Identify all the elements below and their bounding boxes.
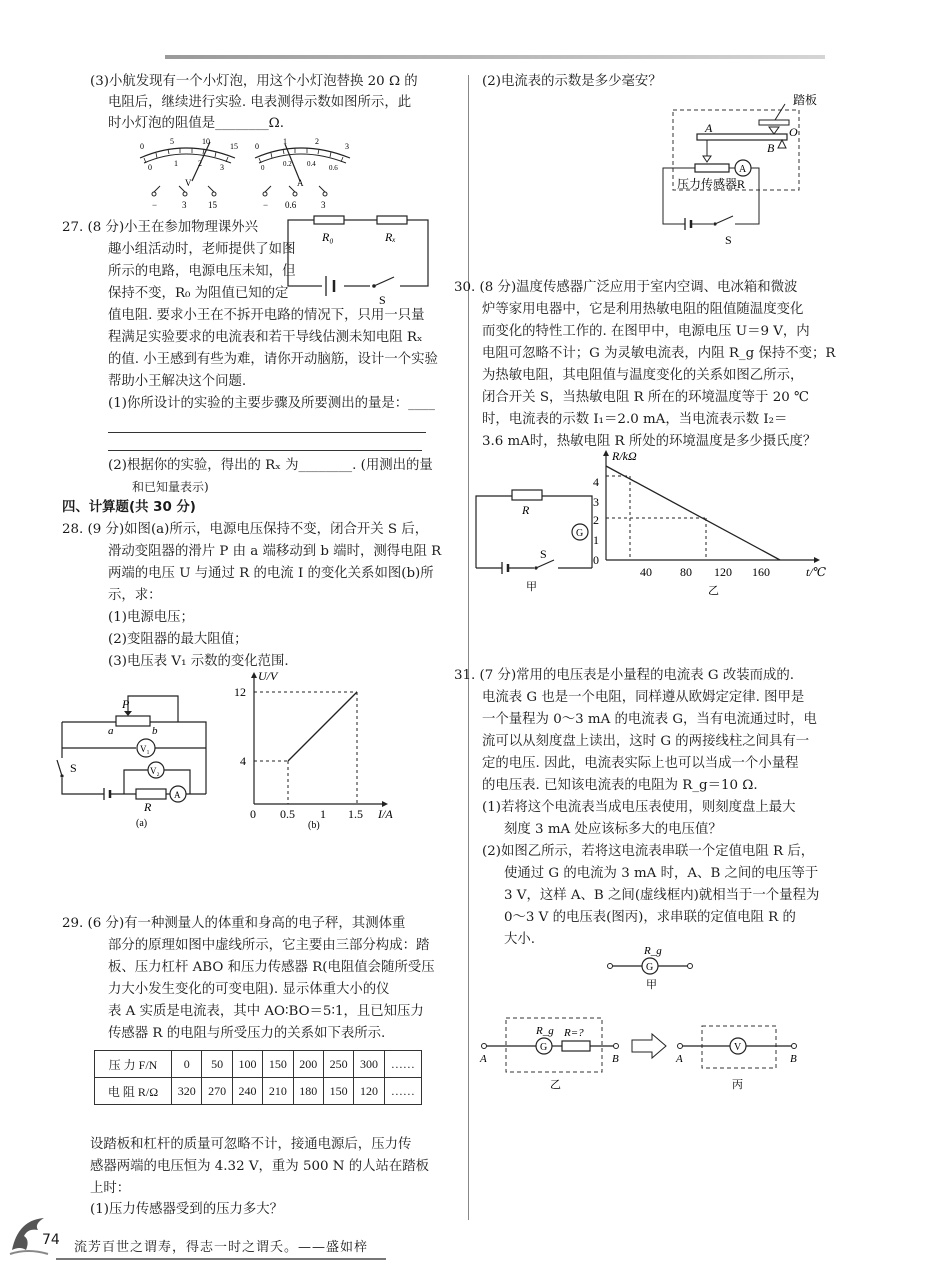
- q30-ytick-2: 2: [593, 513, 599, 527]
- a-label: A: [297, 178, 304, 188]
- q28-xlabel: I/A: [378, 807, 393, 821]
- q31-part2c: 3 V，这样 A、B 之间(虚线框内)就相当于一个量程为: [504, 888, 820, 903]
- table-cell: 240: [232, 1078, 262, 1105]
- a-top-3: 3: [345, 142, 349, 151]
- table-cell: 180: [293, 1078, 323, 1105]
- q30-xtick-120: 120: [714, 565, 732, 579]
- q27-line5: 值电阻. 要求小王在不拆开电路的情况下，只用一只量: [108, 308, 425, 323]
- v-term-3: 3: [182, 200, 187, 210]
- q27-rx: Rₓ: [385, 230, 396, 244]
- q28-caption-a: (a): [136, 818, 148, 829]
- table-cell: 210: [263, 1078, 293, 1105]
- page-number: 74: [42, 1232, 60, 1248]
- table-cell: 120: [354, 1078, 384, 1105]
- q31-fig-yi-bing: [478, 1012, 818, 1092]
- q30-circuit-jia: [472, 484, 602, 594]
- q30-ytick-3: 3: [593, 495, 599, 509]
- v-bot-0: 0: [148, 163, 152, 172]
- lever-a: A: [705, 121, 713, 135]
- a-top-0: 0: [255, 142, 259, 151]
- q28-line4: 示，求：: [108, 588, 162, 603]
- fig-jia-label: 甲: [646, 979, 657, 991]
- q27-line1: 27. (8 分)小王在参加物理课外兴: [62, 220, 259, 235]
- section-title: 四、计算题(共 30 分): [62, 500, 196, 515]
- q30-line6: 闭合开关 S，当热敏电阻 R 所在的环境温度等于 20 ℃: [482, 390, 809, 405]
- q30-line3: 而变化的特性工作的. 在图甲中，电源电压 U＝9 V，内: [482, 324, 810, 339]
- v-bot-1: 1: [174, 159, 178, 168]
- table-cell: 压 力 F/N: [95, 1051, 172, 1078]
- q27-s: S: [379, 293, 386, 307]
- q31-line3: 一个量程为 0～3 mA 的电流表 G，当有电流通过时，电: [482, 712, 817, 727]
- v-bot-3: 3: [220, 163, 224, 172]
- a-top-2: 2: [315, 137, 319, 146]
- table-cell: 100: [232, 1051, 262, 1078]
- v-top-10: 10: [202, 137, 210, 146]
- q28-r: R: [144, 800, 152, 814]
- fig-bing-b: B: [790, 1053, 797, 1065]
- fig-yi-b: B: [612, 1053, 619, 1065]
- fig-yi-rg: R_g: [536, 1025, 554, 1037]
- table-cell: 150: [263, 1051, 293, 1078]
- q30-line4: 电阻可忽略不计；G 为灵敏电流表，内阻 R_g 保持不变；R: [482, 346, 836, 361]
- force-resistance-table: [94, 1050, 422, 1105]
- table-cell: 250: [323, 1051, 353, 1078]
- v-top-0: 0: [140, 142, 144, 151]
- table-row: [95, 1078, 422, 1105]
- q30-g: G: [576, 528, 584, 539]
- q29-line3: 板、压力杠杆 ABO 和压力传感器 R(电阻值会随所受压: [108, 960, 435, 975]
- q30-line7: 时，电流表的示数 I₁＝2.0 mA，当电流表示数 I₂＝: [482, 412, 788, 427]
- q31-fig-jia: [600, 942, 710, 992]
- q30-line5: 为热敏电阻，其电阻值与温度变化的关系如图乙所示，: [482, 368, 804, 383]
- q31-line1: 31. (7 分)常用的电压表是小量程的电流表 G 改装而成的.: [454, 668, 795, 683]
- q28-ytick-12: 12: [234, 685, 246, 699]
- lever-o: O: [789, 125, 798, 139]
- v-label: V: [185, 178, 192, 188]
- q31-line2: 电流表 G 也是一个电阻，同样遵从欧姆定定律. 图甲是: [482, 690, 805, 705]
- voltmeter: [140, 137, 238, 210]
- q31-part1: (1)若将这个电流表当成电压表使用，则刻度盘上最大: [482, 800, 796, 815]
- q31-part2d: 0～3 V 的电压表(图丙)，求串联的定值电阻 R 的: [504, 910, 796, 925]
- v-top-5: 5: [170, 137, 174, 146]
- q28-line2: 滑动变阻器的滑片 P 由 a 端移动到 b 端时，测得电阻 R: [108, 544, 442, 559]
- lever-b: B: [767, 141, 775, 155]
- q30-xtick-160: 160: [752, 565, 770, 579]
- q31-part2b: 使通过 G 的电流为 3 mA 时，A、B 之间的电压等于: [504, 866, 819, 881]
- q27-line2: 趣小组活动时，老师提供了如图: [108, 242, 296, 257]
- q27-r0: R₀: [322, 230, 334, 244]
- q29-line9: 上时：: [90, 1181, 131, 1196]
- q29-scale-circuit: [655, 92, 825, 247]
- fig-jia-rg: R_g: [644, 945, 662, 957]
- q31-line5: 定的电压. 因此，电流表实际上也可以当成一个小量程: [482, 756, 799, 771]
- scale-ammeter: A: [739, 164, 747, 175]
- q27-part2-note: 和已知量表示): [132, 480, 209, 494]
- q28-ytick-4: 4: [240, 754, 246, 768]
- q30-ytick-0: 0: [593, 553, 599, 567]
- fig-yi-g: G: [540, 1042, 548, 1053]
- q30-r: R: [522, 503, 530, 517]
- q28-b-end: b: [152, 725, 158, 737]
- q30-line8: 3.6 mA时，热敏电阻 R 所处的环境温度是多少摄氏度？: [482, 434, 817, 449]
- q28-line1: 28. (9 分)如图(a)所示，电源电压保持不变，闭合开关 S 后，: [62, 522, 429, 537]
- fig-bing-v: V: [734, 1042, 742, 1053]
- a-term-neg: −: [263, 200, 269, 210]
- q28-circuit-a: [56, 688, 236, 828]
- q28-xtick-15: 1.5: [348, 807, 363, 821]
- q28-xtick-05: 0.5: [280, 807, 295, 821]
- arrow-icon: [632, 1034, 666, 1058]
- q29-line2: 部分的原理如图中虚线所示，它主要由三部分构成：踏: [108, 938, 430, 953]
- q27-line7: 的值. 小王感到有些为难，请你开动脑筋，设计一个实验: [108, 352, 438, 367]
- q30-ylabel: R/kΩ: [612, 449, 637, 463]
- q31-part2e: 大小.: [504, 932, 536, 947]
- q28-xtick-0: 0: [250, 807, 256, 821]
- q30-xtick-80: 80: [680, 565, 692, 579]
- table-cell: 150: [323, 1078, 353, 1105]
- fig-yi-r: R=?: [564, 1027, 584, 1039]
- q27-line3: 所示的电路，电源电压未知，但: [108, 264, 296, 279]
- column-divider: [468, 75, 469, 1220]
- v-term-15: 15: [208, 200, 217, 210]
- q31-line4: 流可以从刻度盘上读出，这时 G 的两接线柱之间具有一: [482, 734, 810, 749]
- table-cell: ……: [384, 1051, 421, 1078]
- table-cell: 200: [293, 1051, 323, 1078]
- q27-circuit: [282, 214, 432, 306]
- q26-3-line1: (3)小航发现有一个小灯泡，用这个小灯泡替换 20 Ω 的: [90, 74, 418, 89]
- q29-part1: (1)压力传感器受到的压力多大？: [90, 1202, 284, 1217]
- a-top-1: 1: [283, 137, 287, 146]
- table-cell: 270: [202, 1078, 232, 1105]
- q28-chart: [234, 669, 393, 831]
- a-bot-04: 0.4: [307, 160, 316, 168]
- table-cell: 320: [172, 1078, 202, 1105]
- fig-yi-a: A: [480, 1053, 487, 1065]
- q29-line6: 传感器 R 的电阻与所受压力的关系如下表所示.: [108, 1026, 386, 1041]
- q27-line8: 帮助小王解决这个问题.: [108, 374, 247, 389]
- q30-line: [606, 466, 780, 560]
- q29-line8: 感器两端的电压恒为 4.32 V，重为 500 N 的人站在踏板: [90, 1159, 430, 1174]
- fig-bing-a: A: [676, 1053, 683, 1065]
- v-term-neg: −: [152, 200, 158, 210]
- q31-part2: (2)如图乙所示，若将这电流表串联一个定值电阻 R 后，: [482, 844, 815, 859]
- q28-ammeter: A: [174, 790, 181, 800]
- q28-line3: 两端的电压 U 与通过 R 的电流 I 的变化关系如图(b)所: [108, 566, 434, 581]
- a-term-3: 3: [321, 200, 326, 210]
- q29-line1: 29. (6 分)有一种测量人的体重和身高的电子秤，其测体重: [62, 916, 406, 931]
- a-bot-06: 0.6: [329, 164, 338, 172]
- q30-chart: [590, 450, 830, 600]
- footer-quote: 流芳百世之谓寿，得志一时之谓夭。——盛如梓: [74, 1240, 369, 1255]
- q28-s: S: [70, 761, 77, 775]
- q30-xlabel: t/℃: [806, 565, 827, 579]
- q31-part1b: 刻度 3 mA 处应该标多大的电压值？: [504, 822, 722, 837]
- q27-line6: 程满足实验要求的电流表和若干导线估测未知电阻 Rₓ: [108, 330, 423, 345]
- q27-line4: 保持不变，R₀ 为阻值已知的定: [108, 286, 289, 301]
- q30-s: S: [540, 547, 547, 561]
- q29-part2: (2)电流表的示数是多少毫安？: [482, 74, 662, 89]
- q28-xtick-1: 1: [320, 807, 326, 821]
- q30-ytick-4: 4: [593, 475, 599, 489]
- q30-line1: 30. (8 分)温度传感器广泛应用于室内空调、电冰箱和微波: [454, 280, 798, 295]
- pedal-label: 踏板: [793, 93, 818, 107]
- q30-yi: 乙: [708, 585, 719, 597]
- q31-line6: 的电压表. 已知该电流表的电阻为 R_g＝10 Ω.: [482, 778, 758, 793]
- table-cell: 0: [172, 1051, 202, 1078]
- q30-ytick-1: 1: [593, 533, 599, 547]
- table-row: [95, 1051, 422, 1078]
- table-cell: 300: [354, 1051, 384, 1078]
- top-decoration-bar: [165, 55, 825, 59]
- sensor-label: 压力传感器R: [677, 177, 746, 191]
- q28-part3: (3)电压表 V₁ 示数的变化范围.: [108, 654, 289, 669]
- table-cell: 电 阻 R/Ω: [95, 1078, 172, 1105]
- q26-3-line2: 电阻后，继续进行实验. 电表测得示数如图所示，此: [108, 95, 412, 110]
- footer-line: [56, 1258, 386, 1260]
- v-bot-2: 2: [198, 159, 202, 168]
- q30-xtick-40: 40: [640, 565, 652, 579]
- fig-bing-label: 丙: [732, 1079, 743, 1091]
- q29-line4: 力大小发生变化的可变电阻). 显示体重大小的仪: [108, 982, 390, 997]
- table-cell: 50: [202, 1051, 232, 1078]
- scale-switch: S: [725, 233, 732, 247]
- q30-jia: 甲: [526, 581, 537, 593]
- a-term-06: 0.6: [285, 200, 297, 210]
- q29-line5: 表 A 实质是电流表，其中 AO∶BO＝5∶1，且已知压力: [108, 1004, 424, 1019]
- q27-part2: (2)根据你的实验，得出的 Rₓ 为________. (用测出的量: [108, 458, 433, 473]
- q28-a-end: a: [108, 725, 114, 737]
- q26-3-line3: 时小灯泡的阻值是________Ω.: [108, 116, 285, 131]
- answer-line-2: [108, 450, 422, 451]
- q28-ylabel: U/V: [258, 669, 278, 683]
- a-bot-0: 0: [261, 164, 265, 172]
- ammeter: [255, 137, 350, 210]
- q29-line7: 设踏板和杠杆的质量可忽略不计，接通电源后，压力传: [90, 1137, 412, 1152]
- answer-line-1: [108, 432, 426, 433]
- v-top-15: 15: [230, 142, 238, 151]
- q28-caption-b: (b): [308, 820, 320, 831]
- q28-part2: (2)变阻器的最大阻值；: [108, 632, 248, 647]
- q28-v2: V₂: [150, 766, 160, 776]
- q28-line: [288, 692, 357, 761]
- q30-line2: 炉等家用电器中，它是利用热敏电阻的阻值随温度变化: [482, 302, 804, 317]
- q27-part1: (1)你所设计的实验的主要步骤及所要测出的量是：____: [108, 396, 435, 411]
- fig-yi-label: 乙: [550, 1079, 561, 1091]
- q28-p: P: [122, 697, 130, 711]
- a-bot-02: 0.2: [283, 160, 292, 168]
- table-cell: ……: [384, 1078, 421, 1105]
- q28-part1: (1)电源电压；: [108, 610, 194, 625]
- q28-v1: V₁: [140, 744, 150, 754]
- meter-figure: [130, 136, 350, 211]
- fig-jia-g: G: [646, 962, 654, 973]
